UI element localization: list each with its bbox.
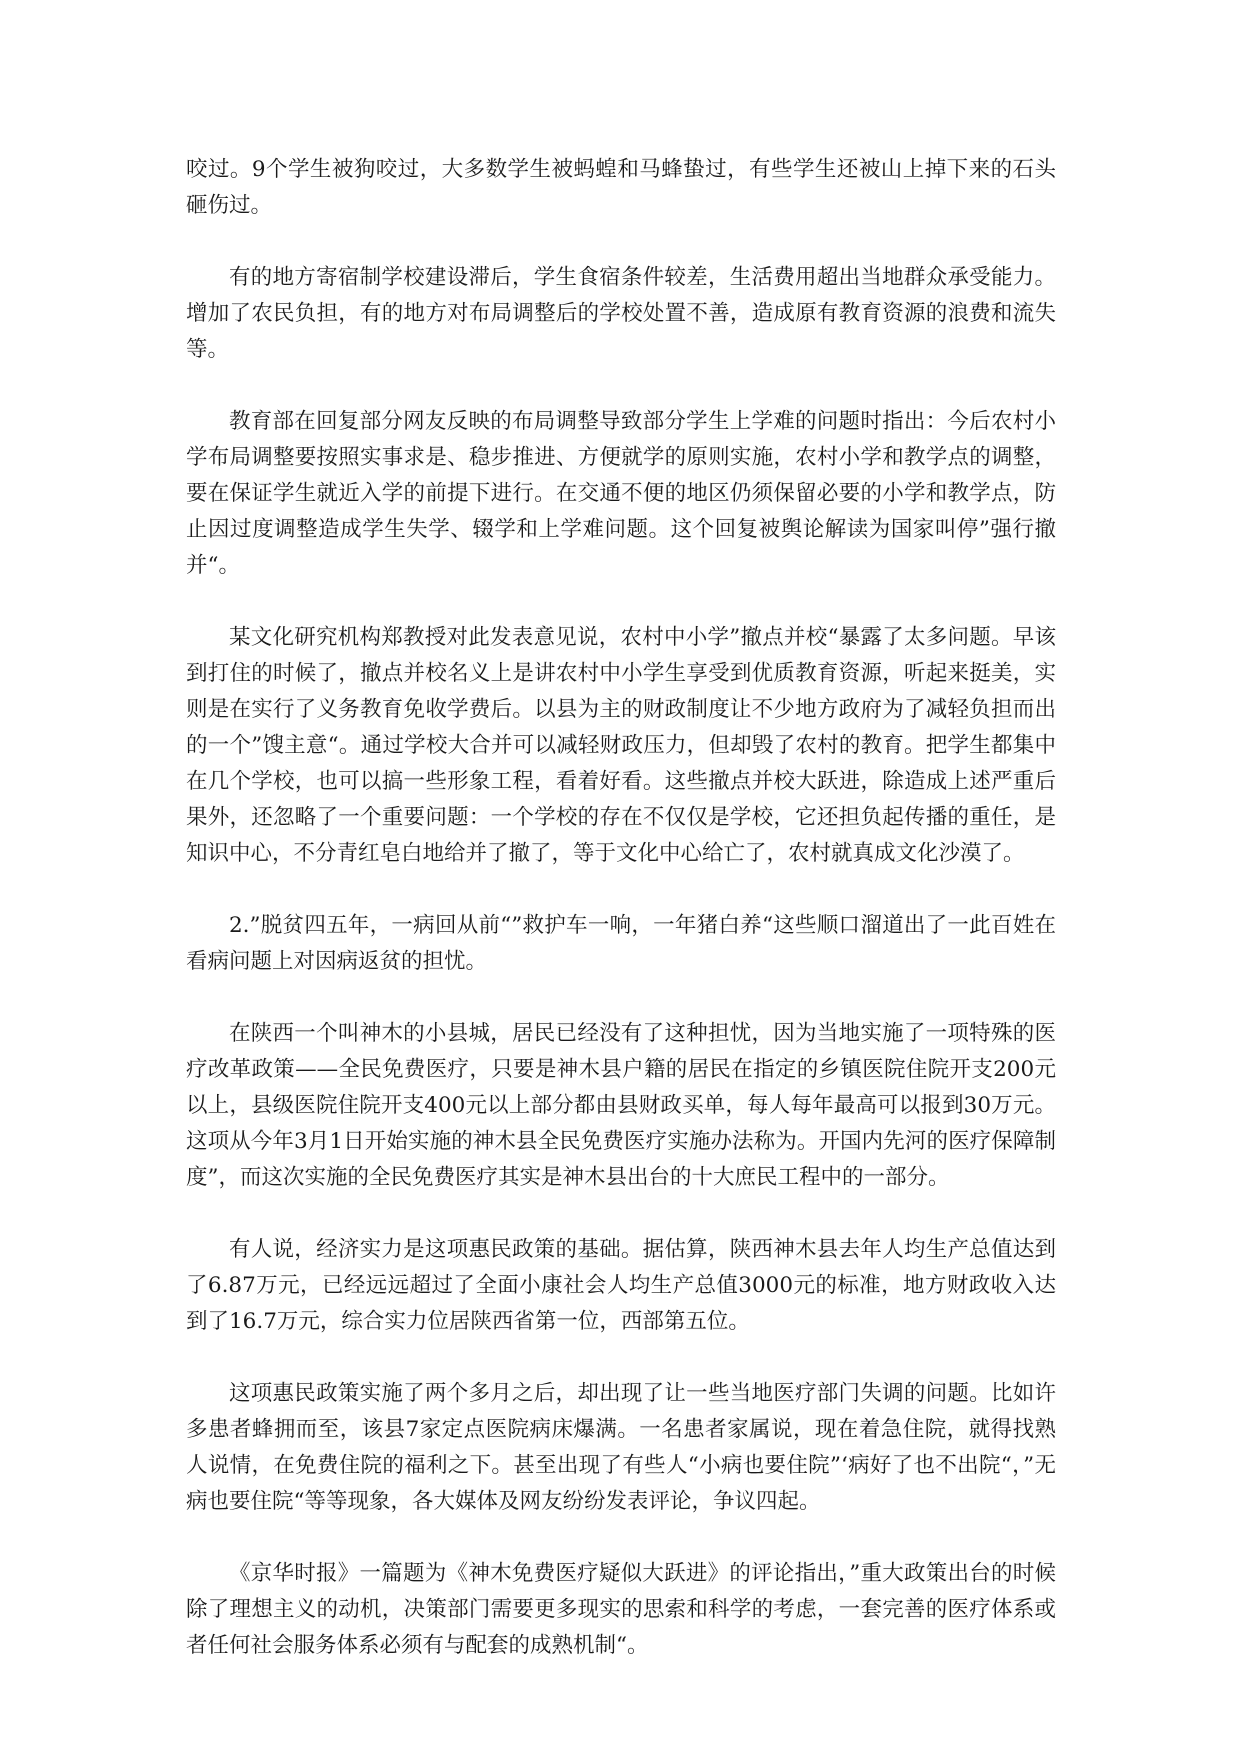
paragraph-4: 某文化研究机构郑教授对此发表意见说，农村中小学”撤点并校“暴露了太多问题。早该到打住的时候了，撤点并校名义上是讲农村中小学生享受到优质教育资源，听起来挺美，实则是在实行了义务教育免收学费后。以县为主的财政制度让不少地方政府为了减轻负担而出的一个”馊主意“。通过学校大合并可以减轻财政压力，但却毁了农村的教育。把学生都集中在几个学校，也可以搞一些形象工程，看着好看。这些撤点并校大跃进，除造成上述严重后果外，还忽略了一个重要问题：一个学校的存在不仅仅是学校，它还担负起传播的重任，是知识中心，不分青红皂白地给并了撤了，等于文化中心给亡了，农村就真成文化沙漠了。 [186,625,1056,866]
paragraph-9: 《京华时报》一篇题为《神木免费医疗疑似大跃进》的评论指出，”重大政策出台的时候除了理想主义的动机，决策部门需要更多现实的思索和科学的考虑，一套完善的医疗体系或者任何社会服务体系必须有与配套的成熟机制“。 [186,1561,1056,1658]
paragraph-6: 在陕西一个叫神木的小县城，居民已经没有了这种担忧，因为当地实施了一项特殊的医疗改革政策——全民免费医疗，只要是神木县户籍的居民在指定的乡镇医院住院开支200元以上，县级医院住院开支400元以上部分都由县财政买单，每人每年最高可以报到30万元。这项从今年3月1日开始实施的神木县全民免费医疗实施办法称为。开国内先河的医疗保障制度”，而这次实施的全民免费医疗其实是神木县出台的十大庶民工程中的一部分。 [186,1021,1056,1190]
document-body [186,152,1056,1700]
paragraph-3: 教育部在回复部分网友反映的布局调整导致部分学生上学难的问题时指出：今后农村小学布局调整要按照实事求是、稳步推进、方便就学的原则实施，农村小学和教学点的调整，要在保证学生就近入学的前提下进行。在交通不便的地区仍须保留必要的小学和教学点，防止因过度调整造成学生失学、辍学和上学难问题。这个回复被舆论解读为国家叫停”强行撤并“。 [186,409,1056,578]
paragraph-8: 这项惠民政策实施了两个多月之后，却出现了让一些当地医疗部门失调的问题。比如许多患者蜂拥而至，该县7家定点医院病床爆满。一名患者家属说，现在着急住院，就得找熟人说情，在免费住院的福利之下。甚至出现了有些人“小病也要住院”‘病好了也不出院“，”无病也要住院“等等现象，各大媒体及网友纷纷发表评论，争议四起。 [186,1381,1056,1514]
paragraph-7: 有人说，经济实力是这项惠民政策的基础。据估算，陕西神木县去年人均生产总值达到了6.87万元，已经远远超过了全面小康社会人均生产总值3000元的标准，地方财政收入达到了16.7万元，综合实力位居陕西省第一位，西部第五位。 [186,1237,1056,1334]
paragraph-5: 2.”脱贫四五年，一病回从前“”救护车一响，一年猪白养“这些顺口溜道出了一此百姓在看病问题上对因病返贫的担忧。 [186,913,1056,974]
paragraph-1: 咬过。9个学生被狗咬过，大多数学生被蚂蝗和马蜂蛰过，有些学生还被山上掉下来的石头砸伤过。 [186,157,1056,218]
paragraph-2: 有的地方寄宿制学校建设滞后，学生食宿条件较差，生活费用超出当地群众承受能力。增加了农民负担，有的地方对布局调整后的学校处置不善，造成原有教育资源的浪费和流失等。 [186,265,1056,362]
